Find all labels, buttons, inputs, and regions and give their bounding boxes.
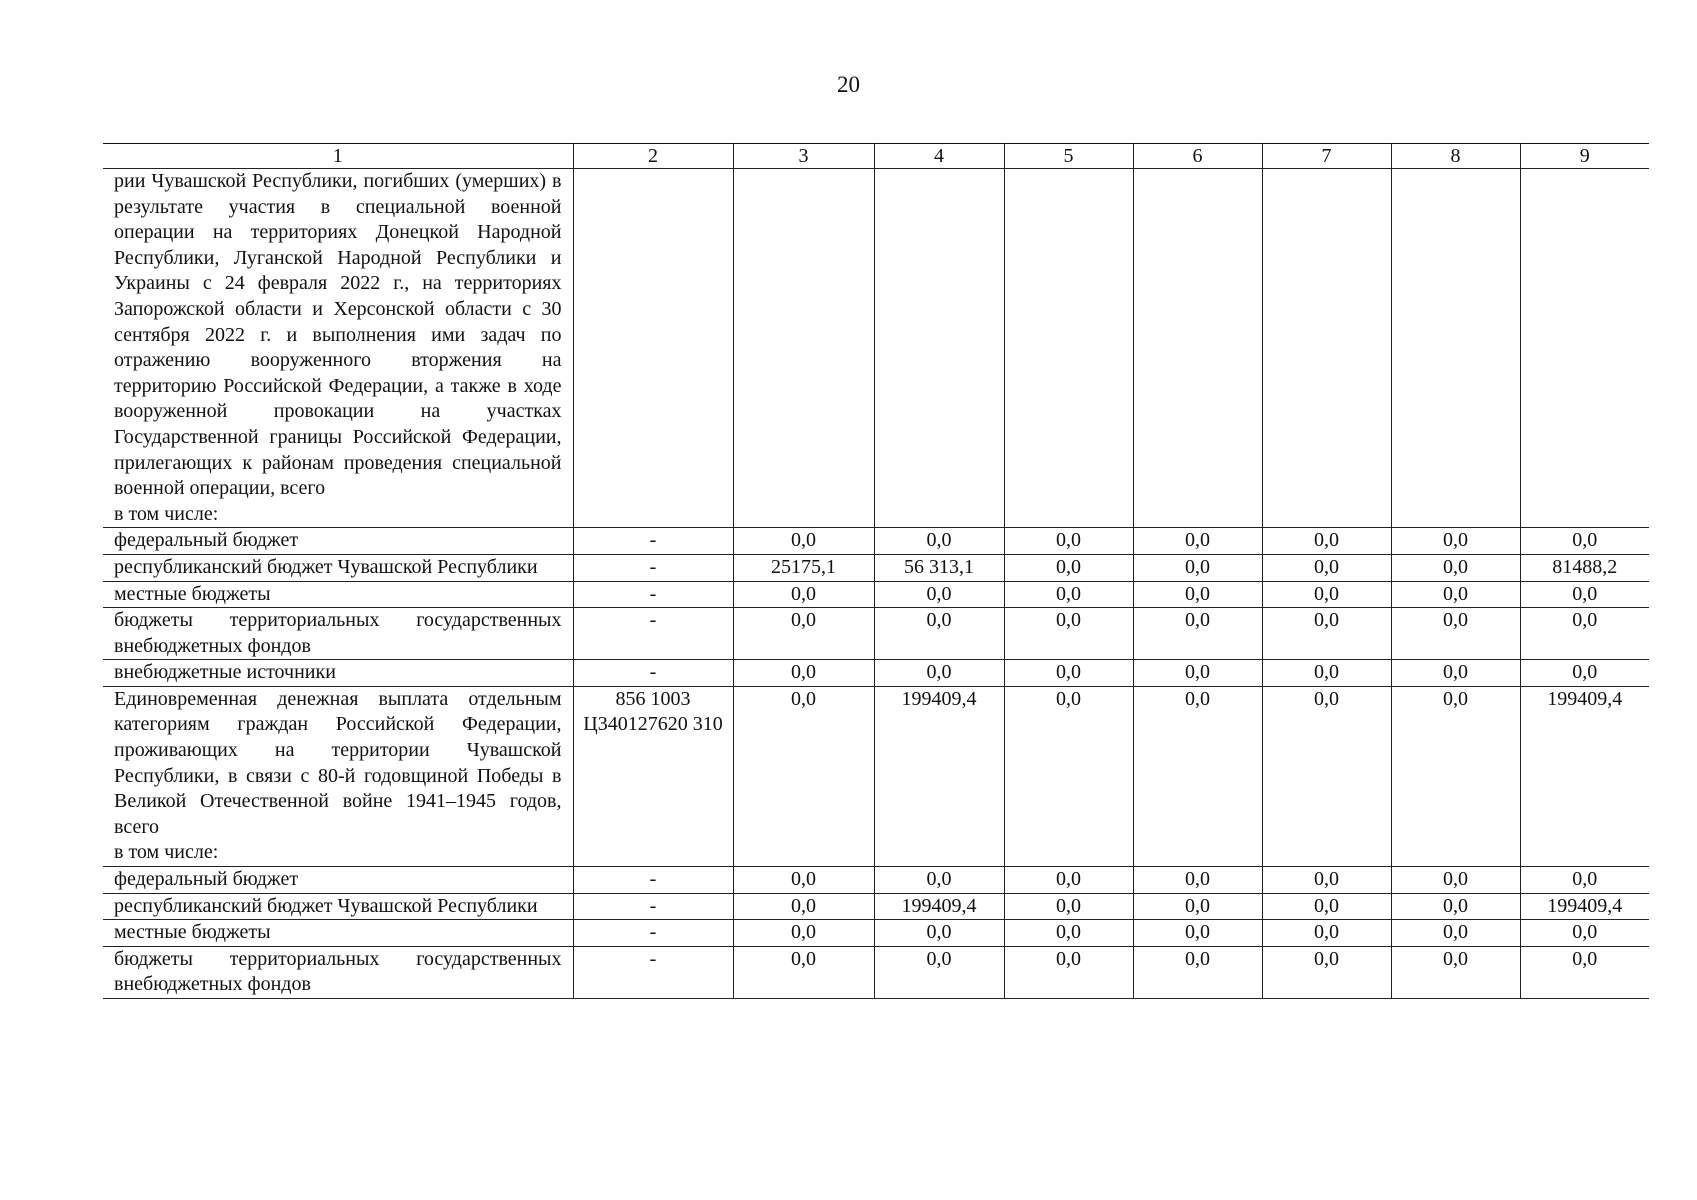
row-description: бюджеты территориальных государственных внебюджетных фондов — [103, 608, 573, 660]
cell-value: 0,0 — [1004, 660, 1133, 687]
cell-value: 25175,1 — [733, 554, 874, 581]
row-description: республиканский бюджет Чувашской Республики — [103, 893, 573, 920]
cell-value: 0,0 — [1004, 867, 1133, 894]
cell-value: 0,0 — [1133, 893, 1262, 920]
cell-value: 0,0 — [874, 581, 1004, 608]
cell-value: 199409,4 — [1520, 893, 1649, 920]
cell-value: 0,0 — [1262, 660, 1391, 687]
row-description — [103, 169, 573, 528]
row-description: республиканский бюджет Чувашской Республики — [103, 554, 573, 581]
cell-value: 0,0 — [1133, 608, 1262, 660]
cell-value: 0,0 — [1262, 920, 1391, 947]
column-header: 5 — [1004, 144, 1133, 169]
cell-value: 0,0 — [1391, 893, 1520, 920]
cell-value: 0,0 — [1004, 686, 1133, 866]
cell-value: 0,0 — [1004, 554, 1133, 581]
budget-table — [103, 143, 1649, 999]
cell-value: 0,0 — [1004, 608, 1133, 660]
cell-value: 0,0 — [733, 581, 874, 608]
row-description: внебюджетные источники — [103, 660, 573, 687]
table-row — [103, 554, 1649, 581]
cell-value: 81488,2 — [1520, 554, 1649, 581]
cell-value: 0,0 — [1004, 528, 1133, 555]
cell-value: 0,0 — [874, 528, 1004, 555]
cell-value: 0,0 — [1133, 686, 1262, 866]
cell-value: 0,0 — [1004, 581, 1133, 608]
cell-value: 0,0 — [1520, 528, 1649, 555]
cell-value: 0,0 — [1391, 608, 1520, 660]
cell-value — [1262, 169, 1391, 528]
cell-code — [573, 686, 733, 866]
cell-value: 0,0 — [1262, 608, 1391, 660]
cell-value: 0,0 — [1133, 660, 1262, 687]
column-header: 9 — [1520, 144, 1649, 169]
row-description-text: Единовременная денежная выплата отдельным категориям граждан Российской Федерации, проживающих на территории Чувашской Республики, в связи с 80-й годовщиной Победы в Великой Отечественной войне 1941–1945 годов, всего — [114, 687, 562, 838]
cell-value: 56 313,1 — [874, 554, 1004, 581]
row-subtitle: в том числе: — [114, 841, 219, 864]
cell-value: 199409,4 — [874, 686, 1004, 866]
cell-value: 0,0 — [1133, 528, 1262, 555]
cell-value: 0,0 — [733, 608, 874, 660]
column-number-header — [103, 144, 1649, 169]
row-description: местные бюджеты — [103, 581, 573, 608]
row-subtitle: в том числе: — [114, 502, 219, 525]
cell-value: 0,0 — [1391, 867, 1520, 894]
column-header: 8 — [1391, 144, 1520, 169]
cell-value: 0,0 — [1391, 581, 1520, 608]
cell-value: 0,0 — [733, 946, 874, 998]
column-header: 2 — [573, 144, 733, 169]
cell-value: 0,0 — [1133, 554, 1262, 581]
budget-classification-code: 856 1003 Ц340127620 310 — [583, 687, 723, 736]
cell-value — [874, 169, 1004, 528]
cell-value: 0,0 — [1391, 528, 1520, 555]
table-row — [103, 608, 1649, 660]
cell-value: 0,0 — [1262, 686, 1391, 866]
cell-value: 0,0 — [874, 946, 1004, 998]
cell-value: 0,0 — [733, 867, 874, 894]
table-row — [103, 946, 1649, 998]
cell-value: 0,0 — [1520, 946, 1649, 998]
cell-value: 0,0 — [1004, 893, 1133, 920]
cell-value: 0,0 — [1391, 920, 1520, 947]
cell-value: 0,0 — [874, 660, 1004, 687]
cell-value: 0,0 — [874, 867, 1004, 894]
cell-value: 0,0 — [733, 686, 874, 866]
cell-value: 0,0 — [733, 660, 874, 687]
cell-value: 0,0 — [733, 528, 874, 555]
cell-code: - — [573, 920, 733, 947]
cell-value: 0,0 — [1262, 946, 1391, 998]
cell-value: 0,0 — [1391, 686, 1520, 866]
cell-value: 0,0 — [733, 893, 874, 920]
cell-code: - — [573, 528, 733, 555]
cell-value: 0,0 — [874, 920, 1004, 947]
cell-value: 0,0 — [1520, 867, 1649, 894]
cell-value: 0,0 — [874, 608, 1004, 660]
column-header: 7 — [1262, 144, 1391, 169]
row-description: бюджеты территориальных государственных внебюджетных фондов — [103, 946, 573, 998]
column-header: 4 — [874, 144, 1004, 169]
cell-value: 0,0 — [1391, 554, 1520, 581]
cell-value — [1391, 169, 1520, 528]
table-row — [103, 686, 1649, 866]
cell-value: 199409,4 — [1520, 686, 1649, 866]
cell-value: 0,0 — [1262, 867, 1391, 894]
cell-value: 0,0 — [1262, 581, 1391, 608]
cell-value: 0,0 — [1133, 920, 1262, 947]
cell-value: 0,0 — [1262, 528, 1391, 555]
cell-value: 0,0 — [1133, 946, 1262, 998]
cell-code: - — [573, 867, 733, 894]
table-row — [103, 893, 1649, 920]
cell-code: - — [573, 946, 733, 998]
cell-value: 0,0 — [1520, 920, 1649, 947]
cell-value — [1133, 169, 1262, 528]
table-row — [103, 867, 1649, 894]
page-number: 20 — [837, 72, 860, 97]
cell-code: - — [573, 608, 733, 660]
cell-value: 0,0 — [1262, 554, 1391, 581]
cell-value: 0,0 — [1520, 660, 1649, 687]
cell-value: 0,0 — [1391, 660, 1520, 687]
table-row — [103, 660, 1649, 687]
column-header: 1 — [103, 144, 573, 169]
table-row — [103, 528, 1649, 555]
cell-value — [1520, 169, 1649, 528]
cell-value: 0,0 — [1004, 946, 1133, 998]
column-header: 3 — [733, 144, 874, 169]
cell-value: 0,0 — [1004, 920, 1133, 947]
cell-code: - — [573, 581, 733, 608]
table-row — [103, 581, 1649, 608]
cell-code: - — [573, 554, 733, 581]
cell-value: 199409,4 — [874, 893, 1004, 920]
table-row — [103, 920, 1649, 947]
cell-value: 0,0 — [1262, 893, 1391, 920]
cell-value: 0,0 — [1520, 581, 1649, 608]
row-description: федеральный бюджет — [103, 867, 573, 894]
row-description — [103, 686, 573, 866]
cell-value: 0,0 — [1133, 581, 1262, 608]
cell-code: - — [573, 893, 733, 920]
cell-value: 0,0 — [1520, 608, 1649, 660]
cell-value: 0,0 — [1133, 867, 1262, 894]
cell-code — [573, 169, 733, 528]
cell-code: - — [573, 660, 733, 687]
row-description-text: рии Чувашской Республики, погибших (умерших) в результате участия в специальной военной операции на территориях Донецкой Народной Республики, Луганской Народной Республики и Украины с 24 февраля 2022 г., на территориях Запорожской области и Херсонской области с 30 сентября 2022 г. и выполнения ими задач по отражению вооруженного вторжения на территорию Российской Федерации, а также в ходе вооруженной провокации на участках Государственной границы Российской Федерации, прилегающих к районам проведения специальной военной операции, всего — [114, 170, 562, 500]
cell-value: 0,0 — [1391, 946, 1520, 998]
row-description: федеральный бюджет — [103, 528, 573, 555]
column-header: 6 — [1133, 144, 1262, 169]
table-row — [103, 169, 1649, 528]
row-description: местные бюджеты — [103, 920, 573, 947]
cell-value: 0,0 — [733, 920, 874, 947]
cell-value — [733, 169, 874, 528]
cell-value — [1004, 169, 1133, 528]
